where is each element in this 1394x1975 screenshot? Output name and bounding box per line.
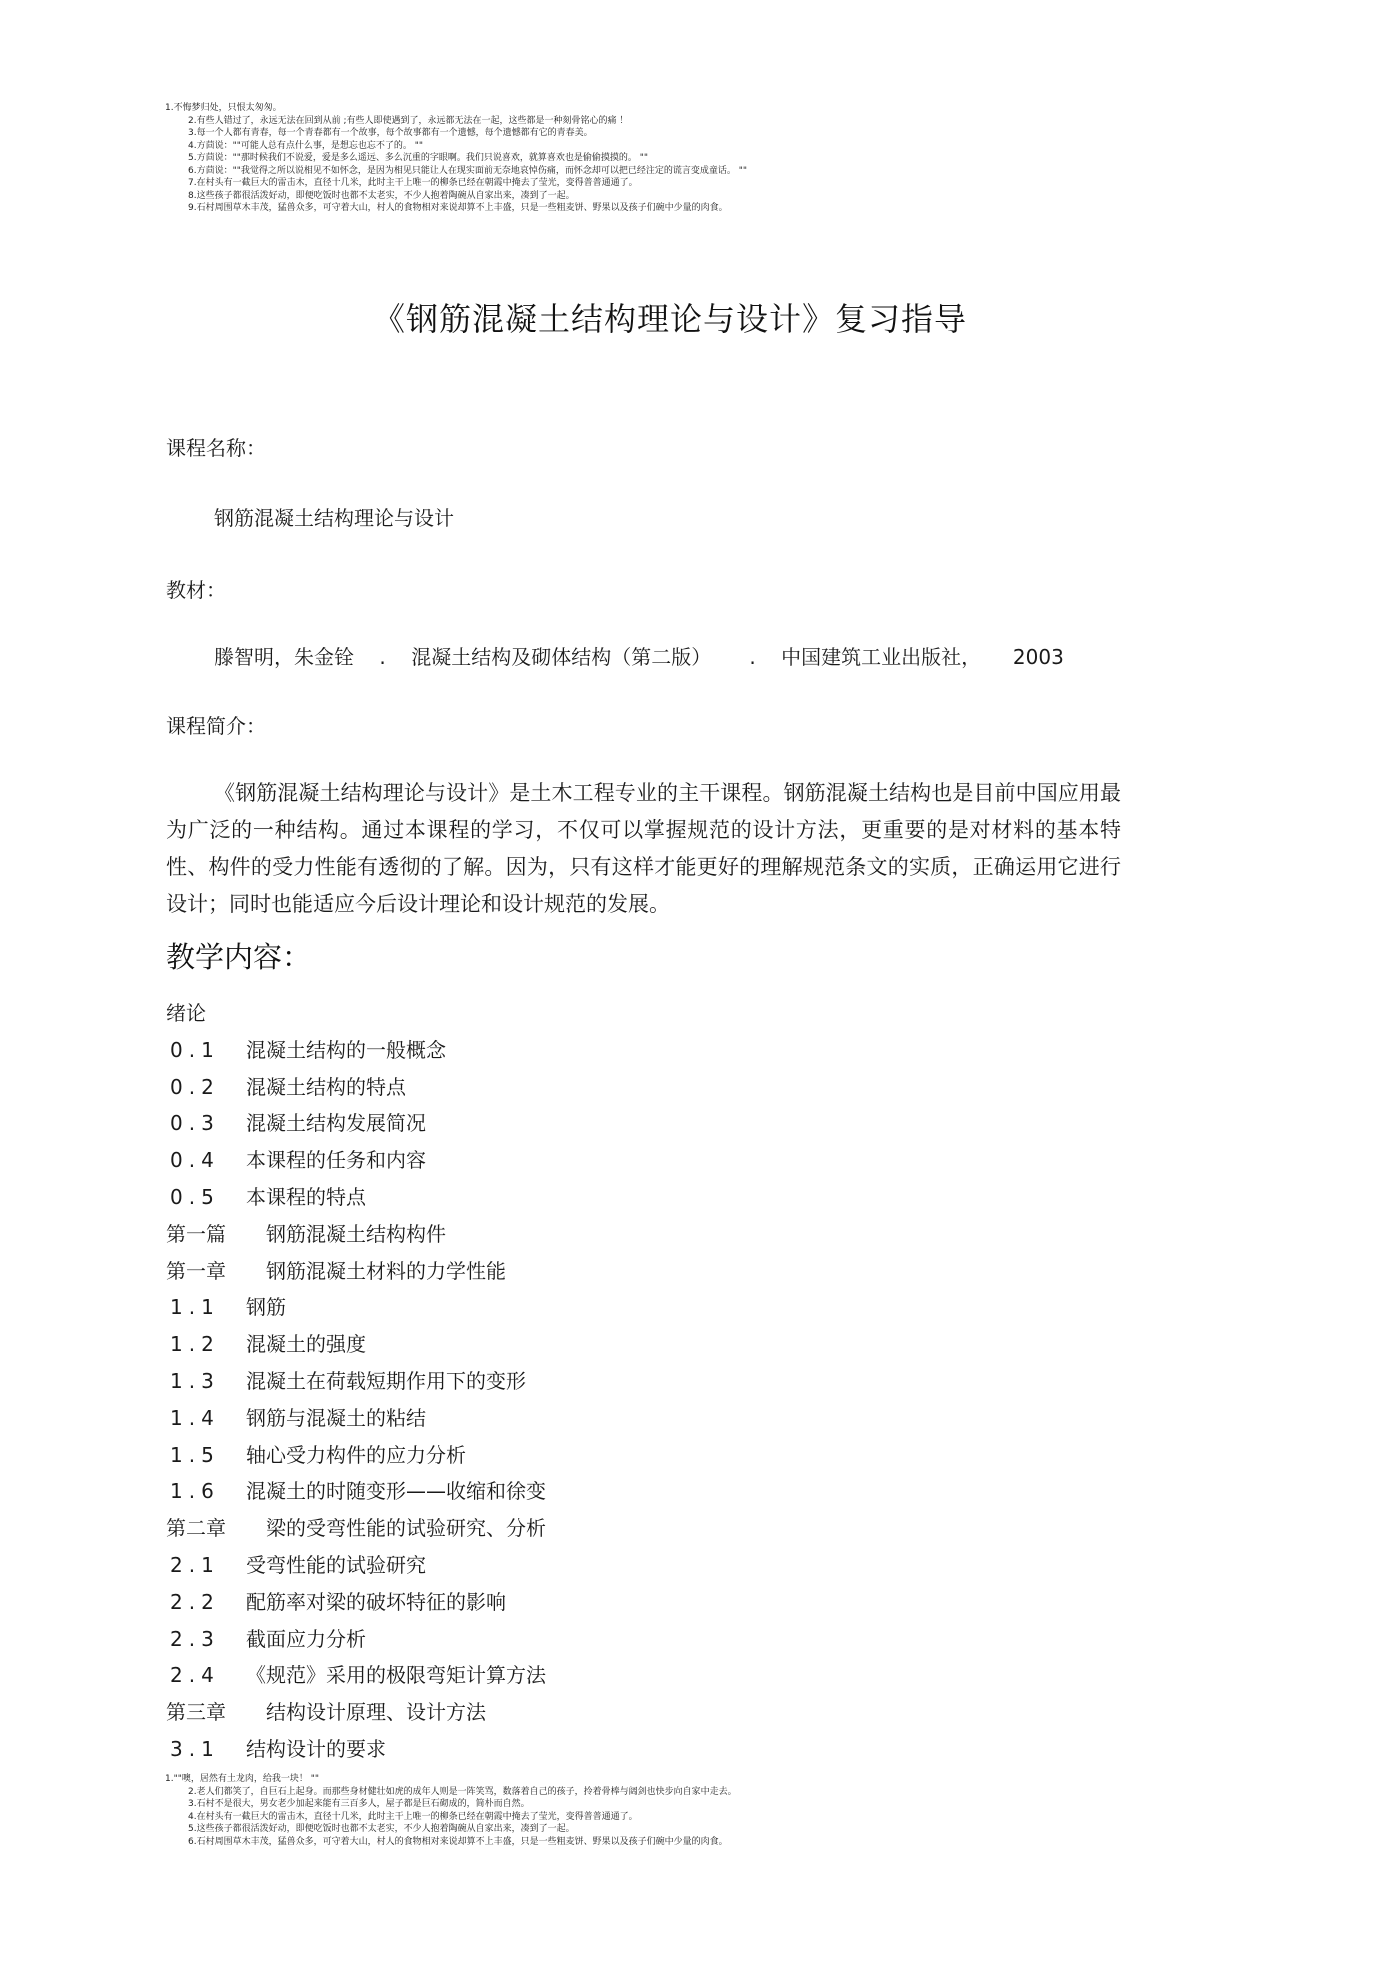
document-title: 《钢筋混凝土结构理论与设计》复习指导 xyxy=(372,300,967,338)
toc-item-title: 《规范》采用的极限弯矩计算方法 xyxy=(246,1663,546,1688)
note-line: 4.在村头有一截巨大的雷击木，直径十几米，此时主干上唯一的柳条已经在朝霞中掩去了莹光，变得普普通通了。 xyxy=(188,1811,638,1822)
toc-item xyxy=(166,1069,1066,1106)
note-line: 2.老人们都笑了，自巨石上起身。而那些身材健壮如虎的成年人则是一阵笑骂，数落着自己的孩子，拎着骨棒与阔剑也快步向自家中走去。 xyxy=(188,1786,737,1797)
toc-item xyxy=(166,1216,1066,1253)
toc-item xyxy=(166,1621,1066,1658)
toc-item-number: 1.5 xyxy=(170,1442,220,1467)
toc-item-number: 1.2 xyxy=(170,1332,220,1357)
note-line: 4.方茴说：""可能人总有点什么事，是想忘也忘不了的。 "" xyxy=(188,140,424,151)
toc-item-title: 混凝土的强度 xyxy=(246,1332,366,1357)
toc-item xyxy=(166,1731,1066,1768)
toc-item-title: 结构设计的要求 xyxy=(246,1736,386,1761)
toc-item xyxy=(166,1326,1066,1363)
note-line: 5.这些孩子都很活泼好动，即便吃饭时也都不太老实，不少人抱着陶碗从自家出来，凑到了一起。 xyxy=(188,1824,575,1834)
note-line: 1.不悔梦归处，只恨太匆匆。 xyxy=(165,103,282,113)
toc-item xyxy=(166,1437,1066,1474)
toc-item-number: 2.1 xyxy=(170,1552,220,1577)
toc-item-title: 结构设计原理、设计方法 xyxy=(266,1700,486,1725)
toc-item xyxy=(166,1694,1066,1731)
toc-item xyxy=(166,1105,1066,1142)
toc-item xyxy=(166,1032,1066,1069)
toc-item-title: 混凝土结构发展简况 xyxy=(246,1111,426,1136)
note-line: 9.石村周围草木丰茂，猛兽众多，可守着大山，村人的食物相对来说却算不上丰盛，只是一些粗麦饼、野果以及孩子们碗中少量的肉食。 xyxy=(188,203,728,213)
toc-item xyxy=(166,1363,1066,1400)
note-line: 5.方茴说：""那时候我们不说爱，爱是多么遥远、多么沉重的字眼啊。我们只说喜欢，就算喜欢也是偷偷摸摸的。 "" xyxy=(188,153,649,163)
toc-item-title: 钢筋 xyxy=(246,1295,286,1320)
toc-item-number: 1.6 xyxy=(170,1479,220,1504)
toc-item-title: 混凝土结构的特点 xyxy=(246,1074,406,1099)
table-of-contents xyxy=(166,995,1066,1768)
toc-item-number: 1.4 xyxy=(170,1405,220,1430)
toc-item-number: 0.3 xyxy=(170,1111,220,1136)
toc-item xyxy=(166,1510,1066,1547)
toc-item xyxy=(166,1657,1066,1694)
toc-item-title: 本课程的任务和内容 xyxy=(246,1148,426,1173)
textbook-label: 教材： xyxy=(166,578,226,602)
note-line: 7.在村头有一截巨大的雷击木，直径十几米，此时主干上唯一的柳条已经在朝霞中掩去了莹光，变得普普通通了。 xyxy=(188,178,638,188)
toc-item-number: 0.5 xyxy=(170,1184,220,1209)
toc-item-number: 第一章 xyxy=(166,1258,226,1283)
toc-item-number: 第二章 xyxy=(166,1516,226,1541)
note-line: 3.每一个人都有青春，每一个青春都有一个故事，每个故事都有一个遗憾，每个遗憾都有它的青春美。 xyxy=(188,128,593,138)
toc-item-number: 1.1 xyxy=(170,1295,220,1320)
toc-item xyxy=(166,1473,1066,1510)
toc-item-title: 截面应力分析 xyxy=(246,1626,366,1651)
note-line: 3.石村不是很大，男女老少加起来能有三百多人，屋子都是巨石砌成的，简朴而自然。 xyxy=(188,1799,530,1809)
note-line: 6.方茴说：""我觉得之所以说相见不如怀念，是因为相见只能让人在现实面前无奈地哀悼伤痛，而怀念却可以把已经注定的谎言变成童话。 "" xyxy=(188,165,748,176)
toc-item-number: 2.3 xyxy=(170,1626,220,1651)
toc-item xyxy=(166,1179,1066,1216)
toc-item-title: 混凝土在荷载短期作用下的变形 xyxy=(246,1368,526,1393)
top-notes xyxy=(165,102,1265,215)
toc-item-title: 钢筋混凝土材料的力学性能 xyxy=(266,1258,506,1283)
note-line: 1.""噢，居然有土龙肉，给我一块！ "" xyxy=(165,1774,320,1784)
toc-item xyxy=(166,1584,1066,1621)
toc-item xyxy=(166,1400,1066,1437)
course-name-value: 钢筋混凝土结构理论与设计 xyxy=(214,506,454,530)
intro-paragraph: 《钢筋混凝土结构理论与设计》是土木工程专业的主干课程。钢筋混凝土结构也是目前中国应用最为广泛的一种结构。通过本课程的学习，不仅可以掌握规范的设计方法，更重要的是对材料的基本特性、构件的受力性能有透彻的了解。因为，只有这样才能更好的理解规范条文的实质，正确运用它进行设计；同时也能适应今后设计理论和设计规范的发展。 xyxy=(166,781,1121,916)
toc-item-number: 2.4 xyxy=(170,1663,220,1688)
toc-item-number: 0.1 xyxy=(170,1037,220,1062)
toc-item-number: 3.1 xyxy=(170,1736,220,1761)
toc-item-title: 混凝土的时随变形——收缩和徐变 xyxy=(246,1479,546,1504)
toc-item-number: 0.4 xyxy=(170,1148,220,1173)
toc-item-number: 1.3 xyxy=(170,1368,220,1393)
toc-item xyxy=(166,1547,1066,1584)
bottom-notes xyxy=(165,1773,1265,1848)
toc-item-number: 2.2 xyxy=(170,1589,220,1614)
toc-item xyxy=(166,1253,1066,1290)
note-line: 8.这些孩子都很活泼好动，即便吃饭时也都不太老实，不少人抱着陶碗从自家出来，凑到了一起。 xyxy=(188,190,575,201)
toc-item-title: 梁的受弯性能的试验研究、分析 xyxy=(266,1516,546,1541)
course-name-label: 课程名称： xyxy=(166,436,266,460)
note-line: 2.有些人错过了，永远无法在回到从前 ;有些人即使遇到了，永远都无法在一起，这些都是一种刻骨铭心的痛 ！ xyxy=(188,115,629,126)
toc-item-title: 轴心受力构件的应力分析 xyxy=(246,1442,466,1467)
toc-item xyxy=(166,1142,1066,1179)
toc-item-number: 第一篇 xyxy=(166,1221,226,1246)
toc-item-title: 本课程的特点 xyxy=(246,1184,366,1209)
toc-item-title: 混凝土结构的一般概念 xyxy=(246,1037,446,1062)
toc-item-title: 配筋率对梁的破坏特征的影响 xyxy=(246,1589,506,1614)
toc-item-title: 绪论 xyxy=(166,1001,206,1025)
contents-heading: 教学内容： xyxy=(166,940,312,974)
toc-item-number: 第三章 xyxy=(166,1700,226,1725)
toc-item-number: 0.2 xyxy=(170,1074,220,1099)
toc-item xyxy=(166,995,1066,1032)
note-line: 6.石村周围草木丰茂，猛兽众多，可守着大山，村人的食物相对来说却算不上丰盛，只是一些粗麦饼、野果以及孩子们碗中少量的肉食。 xyxy=(188,1836,728,1847)
toc-item xyxy=(166,1289,1066,1326)
toc-item-title: 钢筋混凝土结构构件 xyxy=(266,1221,446,1246)
textbook-value: 滕智明，朱金铨 . 混凝土结构及砌体结构（第二版） . 中国建筑工业出版社， 2003 xyxy=(214,645,1064,669)
toc-item-title: 钢筋与混凝土的粘结 xyxy=(246,1405,426,1430)
toc-item-title: 受弯性能的试验研究 xyxy=(246,1552,426,1577)
intro-label: 课程简介： xyxy=(166,714,266,738)
